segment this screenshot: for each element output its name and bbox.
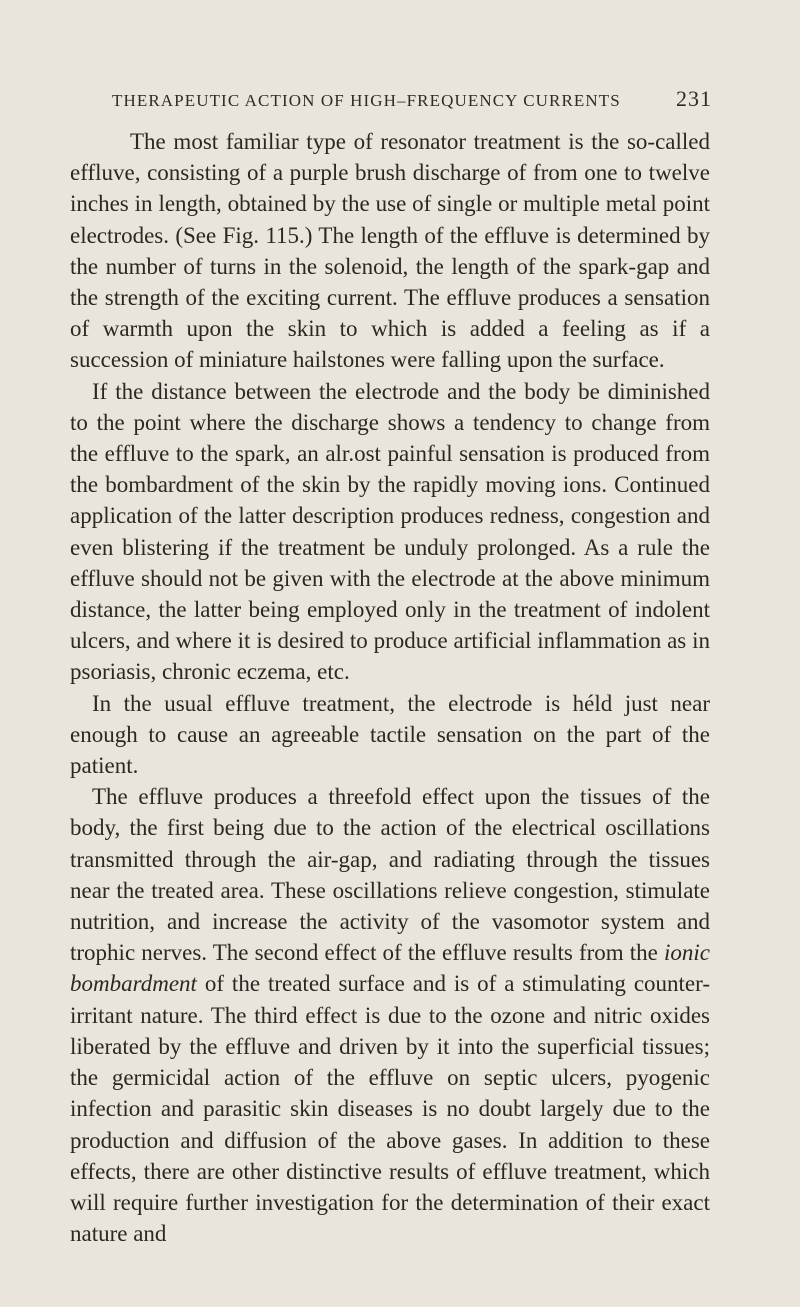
paragraph-text-before-emphasis: The effluve produces a threefold effect upon the tissues of the body, the first being due to the action of the electrical oscillations transmitted through the air-gap, and radiating through the tissues near the treated area. These oscillations relieve congestion, stimulate nutrition, and increase the activity of the vasomotor system and trophic nerves. The second effect of the effluve results from the: [70, 784, 710, 966]
page-number: 231: [676, 86, 712, 111]
paragraph-text-after-emphasis: of the treated surface and is of a stimulating counter-irritant nature. The third effect is due to the ozone and nitric oxides liberated by the effluve and driven by it into the superficial tissues; the germicidal action of the effluve on septic ulcers, pyogenic infection and parasitic skin diseases is no doubt largely due to the production and diffusion of the above gases. In addition to these effects, there are other distinctive results of effluve treatment, which will require further investigation for the determination of their exact nature and: [70, 971, 710, 1247]
running-title: THERAPEUTIC ACTION OF HIGH–FREQUENCY CURRENTS: [112, 91, 621, 110]
paragraph-minimum-distance: If the distance between the electrode and the body be diminished to the point where the discharge shows a tendency to change from the effluve to the spark, an alr.ost painful sensation is produced from the bombardment of the skin by the rapidly moving ions. Continued application of the latter description produces redness, congestion and even blistering if the treatment be unduly prolonged. As a rule the effluve should not be given with the electrode at the above minimum distance, the latter being employed only in the treatment of indolent ulcers, and where it is desired to produce artificial inflammation as in psoriasis, chronic eczema, etc.: [70, 378, 710, 685]
paragraph-threefold-effect: [70, 781, 710, 1249]
body-text: [70, 126, 710, 1249]
paragraph-usual-treatment: In the usual effluve treatment, the electrode is héld just near enough to cause an agreeable tactile sensation on the part of the patient.: [70, 690, 710, 779]
paragraph-effluve-description: The most familiar type of resonator treatment is the so-called effluve, consisting of a purple brush discharge of from one to twelve inches in length, obtained by the use of single or multiple metal point electrodes. (See Fig. 115.) The length of the effluve is determined by the number of turns in the solenoid, the length of the spark-gap and the strength of the exciting current. The effluve produces a sensation of warmth upon the skin to which is added a feeling as if a succession of miniature hailstones were falling upon the surface.: [70, 129, 710, 373]
running-head: [112, 86, 712, 112]
emphasized-term: ionic bombardment: [70, 940, 710, 997]
